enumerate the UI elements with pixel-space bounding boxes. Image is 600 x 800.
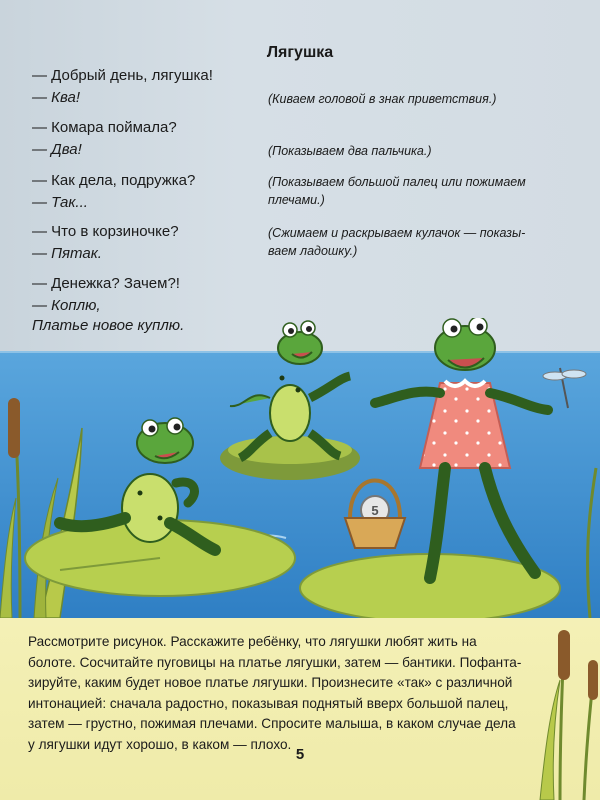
dialogue-line-8: — Пятак. <box>32 245 102 262</box>
poem-title: Лягушка <box>266 44 334 61</box>
gesture-note-4 <box>268 224 568 260</box>
dialogue-line-9: — Денежка? Зачем?! <box>32 275 180 292</box>
gesture-note-1 <box>268 90 568 108</box>
dialogue-line-1: — Добрый день, лягушка! <box>32 67 213 84</box>
dialogue-line-10: — Коплю, <box>32 297 101 314</box>
pond-illustration <box>0 318 600 618</box>
instructions-line: зируйте, каким будет новое платье лягушки. Произнесите «так» с различной <box>28 675 513 690</box>
instructions-line: затем — грустно, пожимая плечами. Спросите малыша, в каком случае дела <box>28 716 516 731</box>
instructions-text <box>28 632 528 755</box>
gesture-note-3 <box>268 173 568 209</box>
instructions-line: Рассмотрите рисунок. Расскажите ребёнку, что лягушки любят жить на <box>28 634 477 649</box>
gesture-note-line: (Показываем два пальчика.) <box>268 144 432 158</box>
gesture-note-line: (Киваем головой в знак приветствия.) <box>268 92 497 106</box>
dialogue-line-4: — Два! <box>32 141 82 158</box>
gesture-note-line: (Показываем большой палец или пожимаем <box>268 175 526 189</box>
dialogue-line-11: Платье новое куплю. <box>32 317 185 334</box>
dialogue-line-7: — Что в корзиночке? <box>32 223 179 240</box>
gesture-note-2 <box>268 142 568 160</box>
gesture-note-line: (Сжимаем и раскрываем кулачок — показы- <box>268 226 526 240</box>
instructions-line: интонацией: сначала радостно, показывая поднятый вверх большой палец, <box>28 695 509 711</box>
dialogue-line-2: — Ква! <box>32 89 81 106</box>
gesture-note-line: ваем ладошку.) <box>268 244 358 258</box>
instructions-line: у лягушки идут хорошо, в каком — плохо. <box>28 736 292 752</box>
page-number: 5 <box>295 746 305 763</box>
dialogue-line-6: — Так... <box>32 194 88 211</box>
dialogue-line-5: — Как дела, подружка? <box>32 172 196 189</box>
coin-label: 5 <box>371 503 379 518</box>
dialogue-line-3: — Комара поймала? <box>32 119 177 136</box>
cattail-plant-right <box>520 600 600 800</box>
instructions-line: болоте. Сосчитайте пуговицы на платье лягушки, затем — бантики. Пофанта- <box>28 654 522 670</box>
gesture-note-line: плечами.) <box>268 193 325 207</box>
